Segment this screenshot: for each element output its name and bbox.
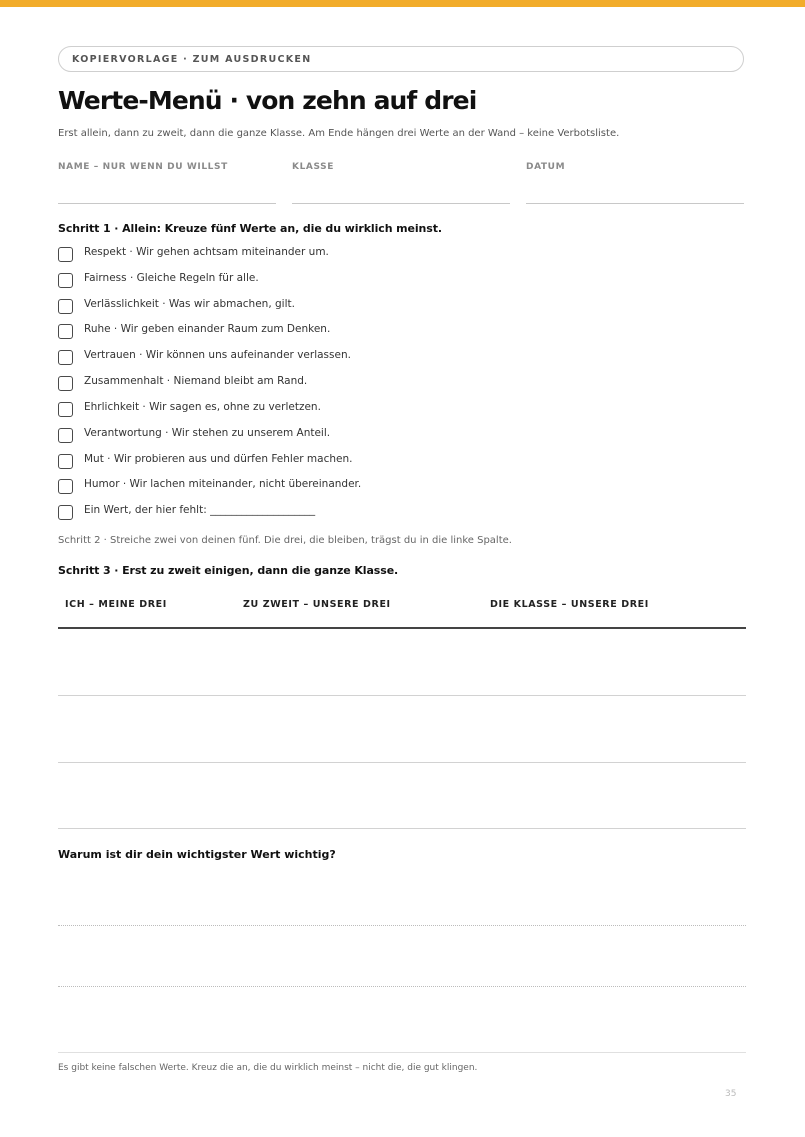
- footer-note: Es gibt keine falschen Werte. Kreuz die an, die du wirklich meinst – nicht die, die gut klingen.: [58, 1063, 478, 1073]
- value-option-label: Ehrlichkeit · Wir sagen es, ohne zu verletzen.: [84, 401, 321, 413]
- column-header-pair: ZU ZWEIT – UNSERE DREI: [243, 599, 391, 610]
- value-option-label: Vertrauen · Wir können uns aufeinander verlassen.: [84, 349, 351, 361]
- step3-heading: Schritt 3 · Erst zu zweit einigen, dann die ganze Klasse.: [58, 564, 399, 577]
- class-field[interactable]: [292, 162, 510, 172]
- table-header-rule: [58, 627, 746, 629]
- value-option-label: Ein Wert, der hier fehlt: ____________________: [84, 504, 316, 516]
- date-field-line[interactable]: [526, 203, 744, 204]
- date-field[interactable]: [526, 162, 744, 172]
- footer-divider: [58, 1052, 746, 1053]
- table-row-line[interactable]: [58, 762, 746, 763]
- table-row-line[interactable]: [58, 828, 746, 829]
- value-option-label: Fairness · Gleiche Regeln für alle.: [84, 272, 259, 284]
- name-field[interactable]: [58, 162, 276, 172]
- date-field-label: DATUM: [526, 162, 566, 172]
- checkbox[interactable]: [58, 324, 73, 339]
- column-header-class: DIE KLASSE – UNSERE DREI: [490, 599, 649, 610]
- top-accent-bar: [0, 0, 805, 7]
- checkbox[interactable]: [58, 376, 73, 391]
- page-number: 35: [725, 1089, 737, 1099]
- class-field-line[interactable]: [292, 203, 510, 204]
- checkbox[interactable]: [58, 402, 73, 417]
- step2-instruction: Schritt 2 · Streiche zwei von deinen fünf. Die drei, die bleiben, trägst du in die linke Spalte.: [58, 535, 512, 546]
- answer-line[interactable]: [58, 986, 746, 987]
- class-field-label: KLASSE: [292, 162, 334, 172]
- checkbox[interactable]: [58, 428, 73, 443]
- table-row-line[interactable]: [58, 695, 746, 696]
- checkbox[interactable]: [58, 273, 73, 288]
- value-option-label: Verlässlichkeit · Was wir abmachen, gilt.: [84, 298, 295, 310]
- name-field-label: NAME – NUR WENN DU WILLST: [58, 162, 228, 172]
- eyebrow-label: KOPIERVORLAGE · ZUM AUSDRUCKEN: [58, 46, 744, 72]
- checkbox[interactable]: [58, 454, 73, 469]
- name-field-line[interactable]: [58, 203, 276, 204]
- column-header-me: ICH – MEINE DREI: [65, 599, 167, 610]
- value-option-label: Ruhe · Wir geben einander Raum zum Denken.: [84, 323, 331, 335]
- checkbox[interactable]: [58, 299, 73, 314]
- step1-heading: Schritt 1 · Allein: Kreuze fünf Werte an, die du wirklich meinst.: [58, 222, 442, 235]
- checkbox[interactable]: [58, 350, 73, 365]
- checkbox[interactable]: [58, 505, 73, 520]
- reflection-question: Warum ist dir dein wichtigster Wert wichtig?: [58, 848, 336, 861]
- checkbox[interactable]: [58, 479, 73, 494]
- value-option-label: Verantwortung · Wir stehen zu unserem Anteil.: [84, 427, 331, 439]
- value-option-label: Respekt · Wir gehen achtsam miteinander um.: [84, 246, 329, 258]
- value-option-label: Zusammenhalt · Niemand bleibt am Rand.: [84, 375, 308, 387]
- value-option-label: Mut · Wir probieren aus und dürfen Fehler machen.: [84, 453, 353, 465]
- page-title: Werte-Menü · von zehn auf drei: [58, 86, 477, 115]
- value-option-label: Humor · Wir lachen miteinander, nicht übereinander.: [84, 478, 362, 490]
- checkbox[interactable]: [58, 247, 73, 262]
- answer-line[interactable]: [58, 925, 746, 926]
- page-subtitle: Erst allein, dann zu zweit, dann die ganze Klasse. Am Ende hängen drei Werte an der Wand – keine Verbotsliste.: [58, 128, 620, 139]
